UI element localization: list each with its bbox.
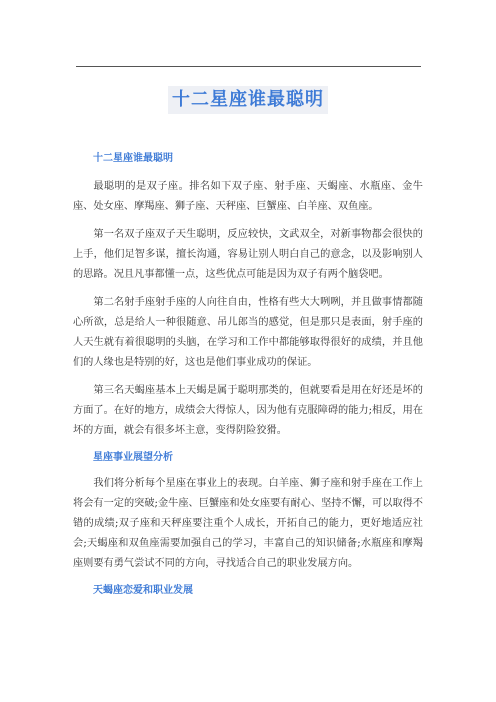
paragraph: 最聪明的是双子座。排名如下双子座、射手座、天蝎座、水瓶座、金牛座、处女座、摩羯座、狮子座、天秤座、巨蟹座、白羊座、双鱼座。	[73, 181, 423, 212]
paragraph: 第二名射手座射手座的人向往自由，性格有些大大咧咧，并且做事情都随心所欲，总是给人一种很随意、吊儿郎当的感觉，但是那只是表面，射手座的人天生就有着很聪明的头脑，在学习和工作中都能够取得很好的成绩，并且他们的人缘也是特别的好，这也是他们事业成功的保证。	[73, 297, 423, 368]
document-body	[73, 152, 423, 598]
section-2	[73, 451, 423, 574]
title-container	[0, 86, 496, 114]
paragraph: 第一名双子座双子天生聪明，反应较快，文武双全，对新事物都会很快的上手，他们足智多谋，擅长沟通，容易让别人明白自己的意念，以及影响别人的思路。况且凡事都懂一点，这些优点可能是因为双子有两个脑袋吧。	[73, 229, 423, 280]
section-1	[73, 152, 423, 441]
section-heading: 星座事业展望分析	[93, 452, 173, 463]
section-heading: 十二星座谁最聪明	[93, 153, 173, 164]
section-heading: 天蝎座恋爱和职业发展	[93, 585, 193, 596]
header-rule	[76, 66, 421, 67]
section-3	[93, 584, 423, 598]
document-title: 十二星座谁最聪明	[168, 86, 328, 114]
paragraph: 我们将分析每个星座在事业上的表现。白羊座、狮子座和射手座在工作上将会有一定的突破;金牛座、巨蟹座和处女座要有耐心、坚持不懈，可以取得不错的成绩;双子座和天秤座要注重个人成长，开拓自己的能力，更好地适应社会;天蝎座和双鱼座需要加强自己的学习，丰富自己的知识储备;水瓶座和摩羯座则要有勇气尝试不同的方向，寻找适合自己的职业发展方向。	[73, 478, 423, 569]
paragraph: 第三名天蝎座基本上天蝎是属于聪明那类的，但就要看是用在好还是坏的方面了。在好的地方，成绩会大得惊人，因为他有克服障碍的能力;相反，用在坏的方面，就会有很多坏主意，变得阴险狡猾。	[73, 385, 423, 436]
